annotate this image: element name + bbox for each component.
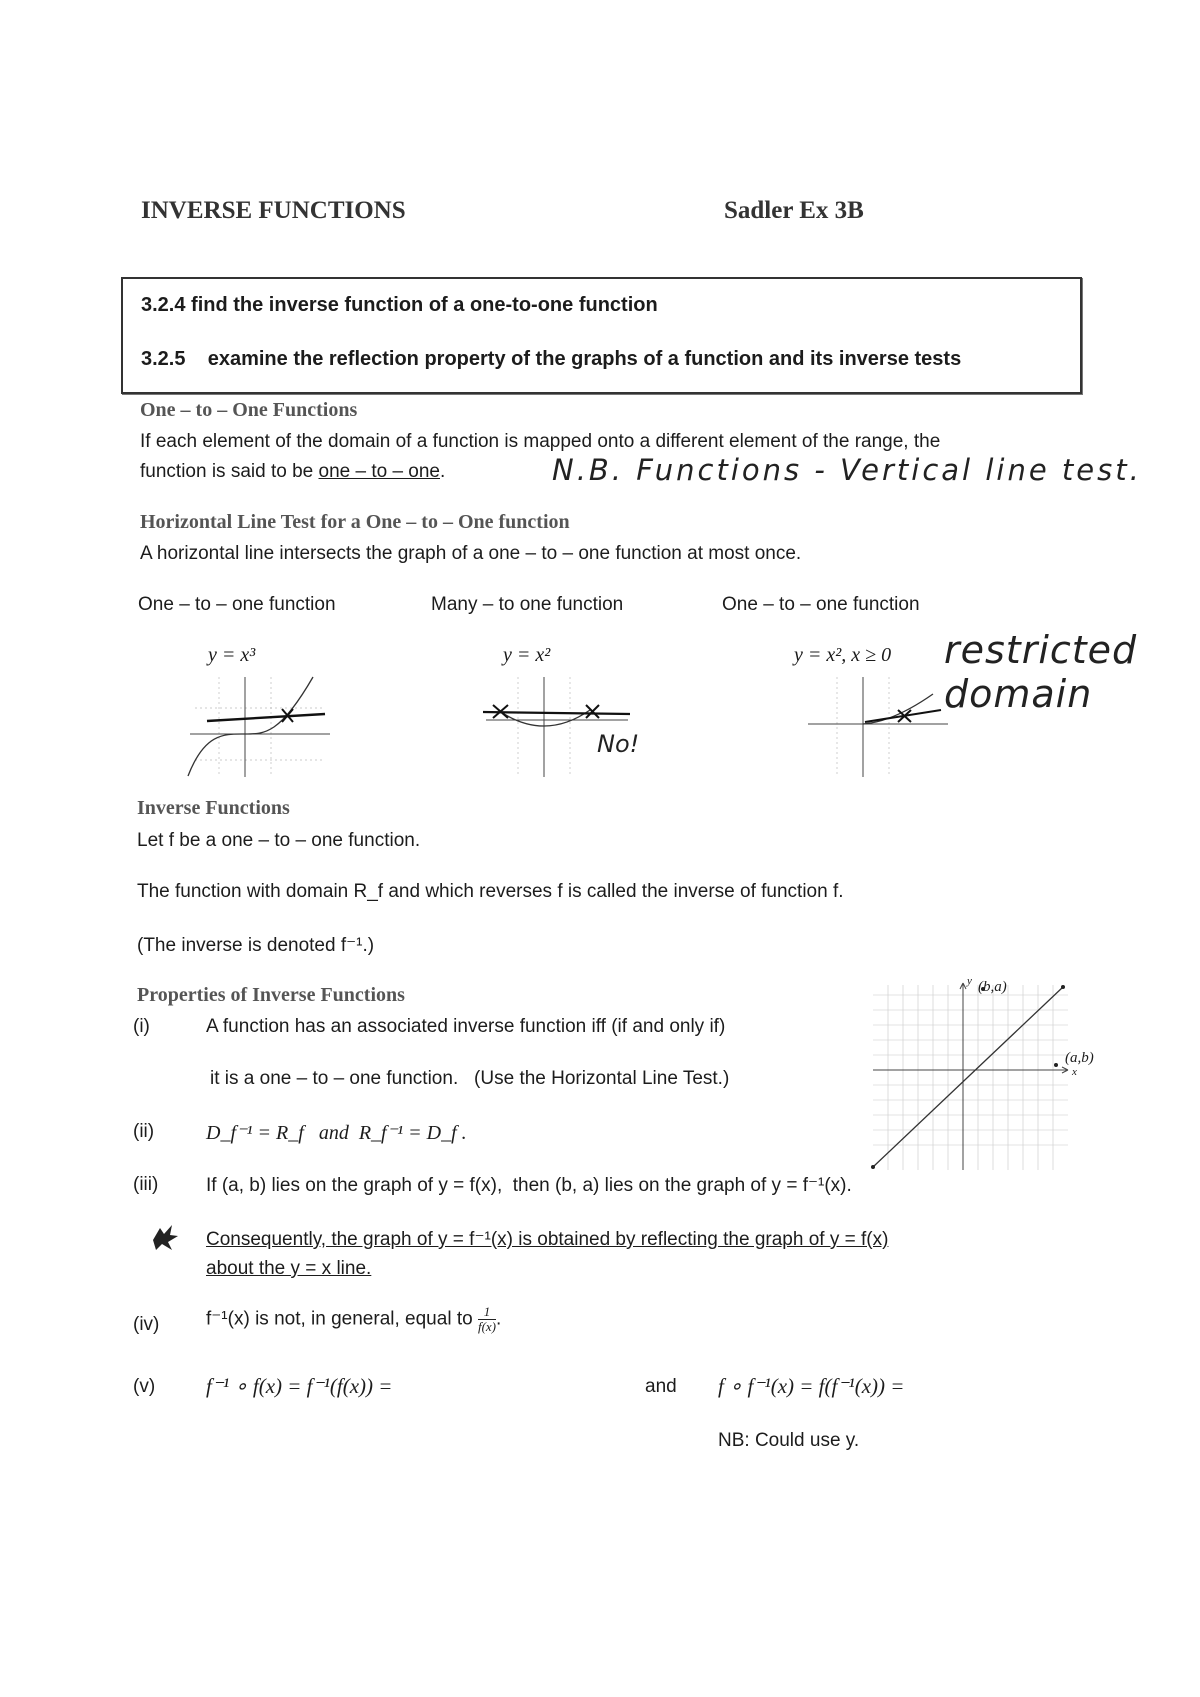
outcome-3-2-4: 3.2.4 find the inverse function of a one-to-one function (141, 294, 658, 316)
inverse-heading: Inverse Functions (137, 797, 290, 819)
property-iv-text: f⁻¹(x) is not, in general, equal to $\frac{1}{f(x)}$ . (206, 1304, 502, 1334)
example-caption-1: One – to – one function (138, 594, 336, 615)
property-i-text: A function has an associated inverse function iff (if and only if) (206, 1016, 726, 1037)
example-caption-2: Many – to one function (431, 594, 624, 615)
graph-cubic-curve (188, 677, 313, 776)
reflection-graph-grid (873, 985, 1068, 1170)
graph-restricted-curve (863, 694, 933, 724)
graph-parabola (478, 672, 638, 782)
one-to-one-term: one – to – one (318, 461, 440, 482)
inverse-line1: Let f be a one – to – one function. (137, 830, 421, 851)
property-iv-number: (iv) (133, 1314, 160, 1335)
hlt-statement: A horizontal line intersects the graph of a one – to – one function at most once. (140, 543, 802, 564)
handwritten-note-vertical-line-test: N.B. Functions - Vertical line test. (552, 453, 1142, 487)
point-a-b (1054, 1063, 1058, 1067)
graph-cubic-horizontal-line (207, 714, 325, 721)
example-equation-1: y = x³ (208, 644, 256, 666)
graph-cubic (185, 672, 335, 782)
property-v-left: f⁻¹ ∘ f(x) = f⁻¹(f(x)) = (206, 1374, 393, 1398)
handwritten-no: No! (597, 730, 640, 758)
one-to-one-definition-line1: If each element of the domain of a function is mapped onto a different element of the range, the (140, 431, 941, 452)
inverse-line3: (The inverse is denoted f⁻¹.) (137, 935, 375, 956)
reflection-graph-x-label: x (1072, 1066, 1077, 1078)
property-ii-number: (ii) (133, 1121, 155, 1142)
properties-heading: Properties of Inverse Functions (137, 984, 405, 1006)
graph-restricted-grid (813, 677, 943, 777)
property-iii-text: If (a, b) lies on the graph of y = f(x), then (b, a) lies on the graph of y = f⁻¹(x). (206, 1175, 852, 1196)
hlt-heading: Horizontal Line Test for a One – to – One function (140, 511, 570, 533)
nb-could-use-y: NB: Could use y. (718, 1430, 860, 1451)
reflection-graph (868, 975, 1088, 1175)
source-reference: Sadler Ex 3B (724, 197, 864, 224)
one-to-one-definition-line2: function is said to be one – to – one. (140, 461, 446, 482)
example-equation-3: y = x², x ≥ 0 (794, 644, 892, 666)
example-caption-3: One – to – one function (722, 594, 920, 615)
consequently-line2: about the y = x line. (206, 1258, 372, 1279)
outcome-3-2-5: 3.2.5 examine the reflection property of the graphs of a function and its inverse tests (141, 348, 962, 370)
property-v-and: and (645, 1376, 677, 1397)
pointing-hand-icon (150, 1222, 180, 1252)
one-to-one-heading: One – to – One Functions (140, 399, 358, 421)
graph-parabola-grid (488, 677, 628, 777)
outcomes-box (121, 277, 1082, 394)
page-title: INVERSE FUNCTIONS (141, 197, 406, 224)
property-v-number: (v) (133, 1376, 156, 1397)
property-ii-text: D_f⁻¹ = R_f and R_f⁻¹ = D_f . (206, 1122, 467, 1144)
property-i-text2: it is a one – to – one function. (Use the Horizontal Line Test.) (210, 1068, 730, 1089)
reflection-line-y-equals-x (873, 987, 1063, 1167)
property-iv-fraction: $\frac{1}{f(x)}$ (477, 1304, 496, 1334)
label-b-a: (b,a) (978, 979, 1007, 995)
graph-cubic-grid (195, 677, 325, 777)
example-equation-2: y = x² (503, 644, 551, 666)
property-i-number: (i) (133, 1016, 150, 1037)
property-v-right: f ∘ f⁻¹(x) = f(f⁻¹(x)) = (718, 1374, 905, 1398)
property-iii-number: (iii) (133, 1174, 159, 1195)
reflection-graph-y-label: y (967, 975, 972, 987)
consequently-line1: Consequently, the graph of y = f⁻¹(x) is obtained by reflecting the graph of y = f(x) (206, 1229, 889, 1250)
label-a-b: (a,b) (1065, 1050, 1094, 1066)
graph-restricted-parabola (803, 672, 953, 782)
graph-parabola-horizontal-line (483, 712, 630, 714)
inverse-line2: The function with domain R_f and which reverses f is called the inverse of function f. (137, 881, 844, 902)
handwritten-restricted-domain: restricted domain (944, 628, 1138, 716)
